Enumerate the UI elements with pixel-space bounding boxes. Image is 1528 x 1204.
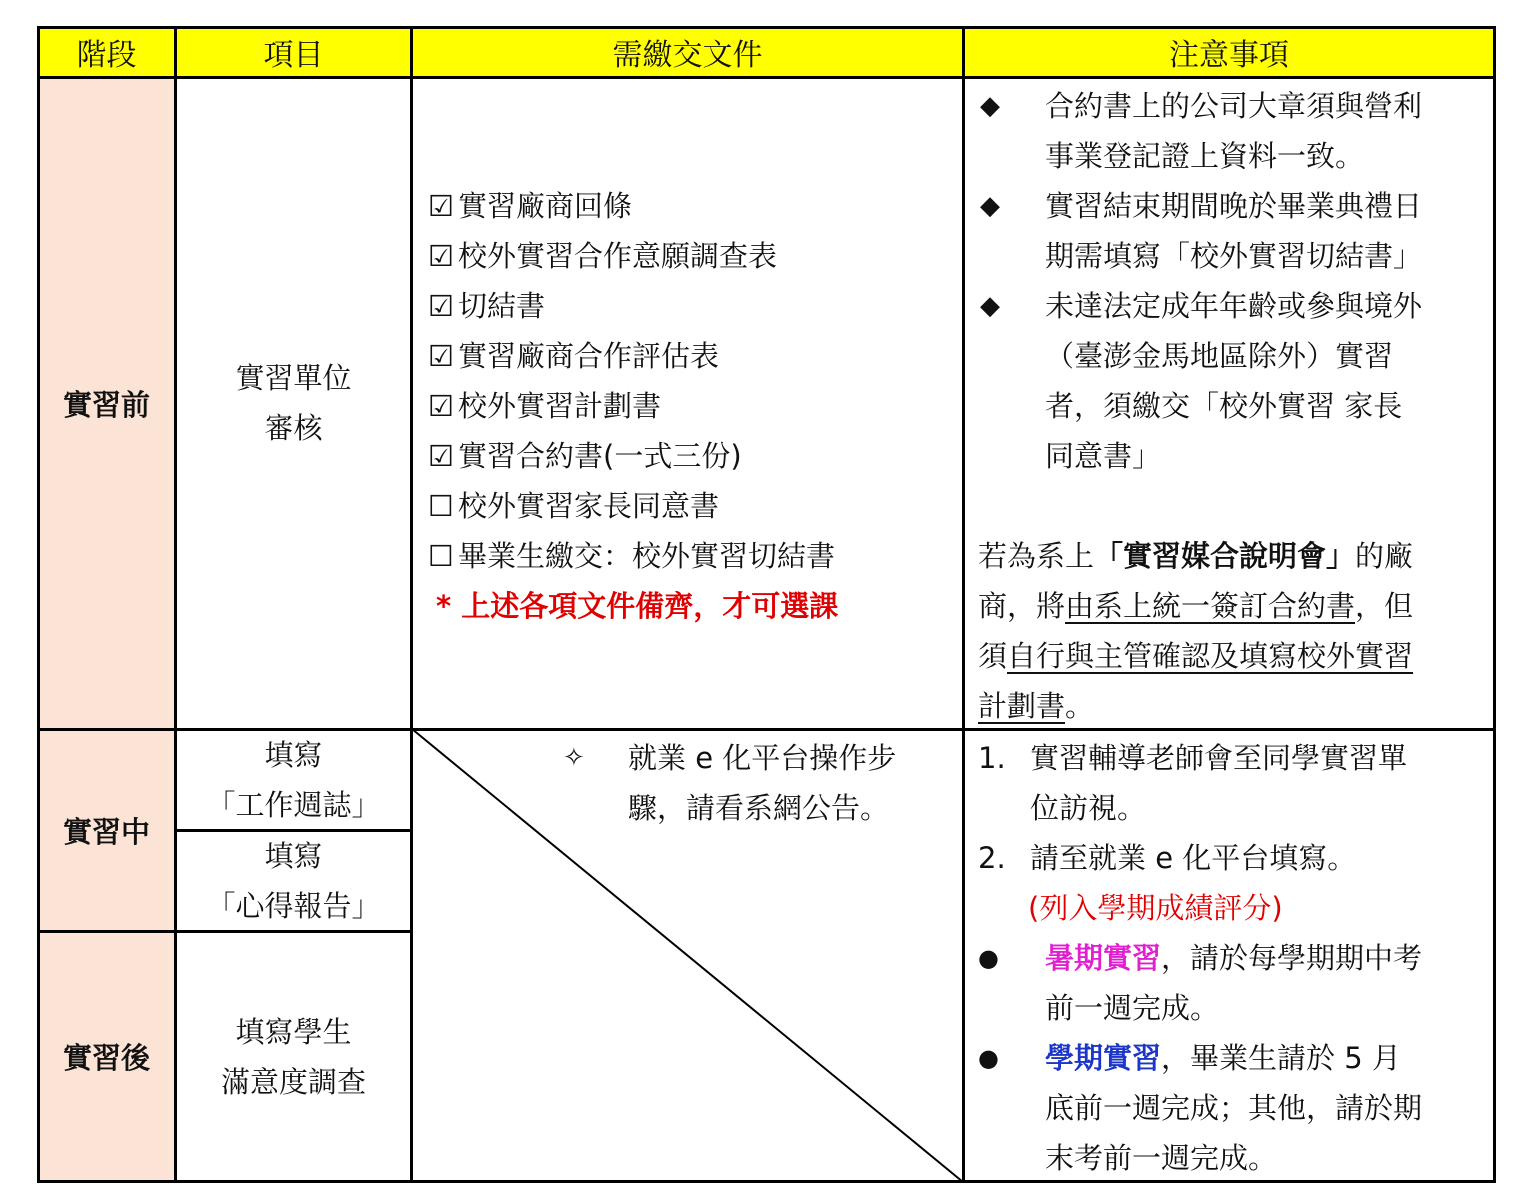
header-stage-label: 階段 <box>76 38 137 73</box>
dot-bullet-icon: ● <box>978 1044 999 1072</box>
stage-during-label: 實習中 <box>62 814 150 849</box>
doc-item-text: 實習廠商回條 <box>458 189 633 223</box>
note-para-text: 。 <box>1065 689 1095 723</box>
note-para-text: 須 <box>978 639 1008 673</box>
note-bullet-diamond-icon: ◆ <box>980 91 1000 121</box>
checkbox-empty-icon: ☐ <box>428 539 454 573</box>
header-docs <box>412 27 963 77</box>
note-num2-line2: (列入學期成績評分) <box>1028 891 1283 925</box>
summer-internship-label: 暑期實習 <box>1045 941 1162 975</box>
docs-warning: * 上述各項文件備齊，才可選課 <box>436 589 839 623</box>
note-para-text: 商，將 <box>978 589 1066 623</box>
note-para-underlined: 計劃書 <box>978 689 1066 723</box>
note-para-underlined: 自行與主管確認及填寫校外實習 <box>1007 639 1414 673</box>
note-bullet-diamond-icon: ◆ <box>980 291 1000 321</box>
doc-item-text: 實習合約書(一式三份) <box>458 439 742 473</box>
note-3-line3: 者，須繳交「校外實習 家長 <box>1045 389 1403 423</box>
note-1-line1: 合約書上的公司大章須與營利 <box>1045 89 1423 123</box>
checkbox-checked-icon: ☑ <box>428 389 454 423</box>
grid-line <box>175 829 412 832</box>
item-after-line2: 滿意度調查 <box>220 1064 366 1099</box>
doc-item-6 <box>428 431 742 481</box>
note-semester-line1 <box>1045 1033 1401 1083</box>
item-after-line1: 填寫學生 <box>235 1014 352 1049</box>
note-num1-line2: 位訪視。 <box>1030 791 1147 825</box>
checkbox-checked-icon: ☑ <box>428 239 454 273</box>
note-semester-line2: 底前一週完成；其他，請於期 <box>1045 1091 1423 1125</box>
grid-line <box>37 728 1496 731</box>
checkbox-checked-icon: ☑ <box>428 439 454 473</box>
dot-bullet-icon: ● <box>978 944 999 972</box>
doc-item-4 <box>428 331 719 381</box>
note-para-text: 若為系上 <box>978 539 1095 573</box>
doc-item-text: 校外實習計劃書 <box>458 389 662 423</box>
item-before-line2: 審核 <box>264 411 323 445</box>
doc-item-text: 校外實習家長同意書 <box>458 489 720 523</box>
note-3-line2: （臺澎金馬地區除外）實習 <box>1045 339 1394 373</box>
note-3-line4: 同意書」 <box>1045 439 1162 473</box>
item-during-report <box>175 830 412 931</box>
grid-line <box>37 26 1496 29</box>
sparkle-bullet-icon: ✧ <box>563 743 585 773</box>
checkbox-empty-icon: ☐ <box>428 489 454 523</box>
item-before <box>175 77 412 729</box>
note-1-line2: 事業登記證上資料一致。 <box>1045 139 1365 173</box>
item-before-line1: 實習單位 <box>235 361 352 395</box>
stage-before-label: 實習前 <box>62 387 150 422</box>
note-num2-line1: 請至就業 e 化平台填寫。 <box>1030 841 1357 875</box>
checkbox-checked-icon: ☑ <box>428 339 454 373</box>
note-summer-line1 <box>1045 933 1422 983</box>
doc-item-3 <box>428 281 545 331</box>
header-notes <box>963 27 1495 77</box>
note-summer-text: ，請於每學期期中考 <box>1161 941 1423 975</box>
grid-line <box>37 930 412 933</box>
stage-before <box>38 77 175 729</box>
doc-item-7 <box>428 481 719 531</box>
note-num1-line1: 實習輔導老師會至同學實習單 <box>1030 741 1408 775</box>
item-during-journal-line2: 「工作週誌」 <box>206 787 381 822</box>
grid-line <box>37 1180 1496 1183</box>
docs-during-line2: 驟，請看系網公告。 <box>628 791 890 825</box>
item-during-report-line1: 填寫 <box>264 838 323 873</box>
item-after <box>175 931 412 1182</box>
grid-line <box>37 26 40 1183</box>
grid-line <box>410 26 413 1183</box>
stage-after <box>38 931 175 1182</box>
doc-item-text: 畢業生繳交：校外實習切結書 <box>458 539 836 573</box>
grid-line <box>1493 26 1496 1183</box>
item-during-report-line2: 「心得報告」 <box>206 888 381 923</box>
note-bullet-diamond-icon: ◆ <box>980 191 1000 221</box>
grid-line <box>37 76 1496 79</box>
item-during-journal-line1: 填寫 <box>264 737 323 772</box>
stage-after-label: 實習後 <box>62 1041 150 1075</box>
header-docs-label: 需繳交文件 <box>612 38 763 73</box>
checkbox-checked-icon: ☑ <box>428 289 454 323</box>
doc-item-text: 實習廠商合作評估表 <box>458 339 720 373</box>
note-semester-line3: 末考前一週完成。 <box>1045 1141 1278 1175</box>
doc-item-2 <box>428 231 777 281</box>
header-notes-label: 注意事項 <box>1169 38 1289 73</box>
note-para-line1 <box>978 531 1413 581</box>
doc-item-text: 切結書 <box>458 289 546 323</box>
note-para-underlined: 由系上統一簽訂合約書 <box>1065 589 1356 623</box>
note-para-line4 <box>978 681 1094 731</box>
note-num-2: 2. <box>978 841 1006 875</box>
note-semester-text: ，畢業生請於 5 月 <box>1161 1041 1401 1075</box>
note-2-line2: 期需填寫「校外實習切結書」 <box>1045 239 1423 273</box>
note-para-text: 的廠 <box>1355 539 1414 573</box>
item-during-journal <box>175 729 412 830</box>
checkbox-checked-icon: ☑ <box>428 189 454 223</box>
note-para-line3 <box>978 631 1413 681</box>
doc-item-1 <box>428 181 632 231</box>
docs-during-line1: 就業 e 化平台操作步 <box>628 741 897 775</box>
header-item-label: 項目 <box>263 38 324 73</box>
doc-item-5 <box>428 381 661 431</box>
note-3-line1: 未達法定成年年齡或參與境外 <box>1045 289 1423 323</box>
note-para-text: ，但 <box>1355 589 1414 623</box>
doc-item-text: 校外實習合作意願調查表 <box>458 239 778 273</box>
note-para-line2 <box>978 581 1413 631</box>
note-para-bold: 「實習媒合說明會」 <box>1094 539 1356 573</box>
stage-during <box>38 729 175 931</box>
header-item <box>175 27 412 77</box>
grid-line <box>962 26 965 1183</box>
semester-internship-label: 學期實習 <box>1045 1041 1162 1075</box>
note-2-line1: 實習結束期間晚於畢業典禮日 <box>1045 189 1423 223</box>
note-num-1: 1. <box>978 741 1006 775</box>
doc-item-8 <box>428 531 835 581</box>
header-stage <box>38 27 175 77</box>
grid-line <box>174 26 177 1183</box>
note-summer-line2: 前一週完成。 <box>1045 991 1220 1025</box>
